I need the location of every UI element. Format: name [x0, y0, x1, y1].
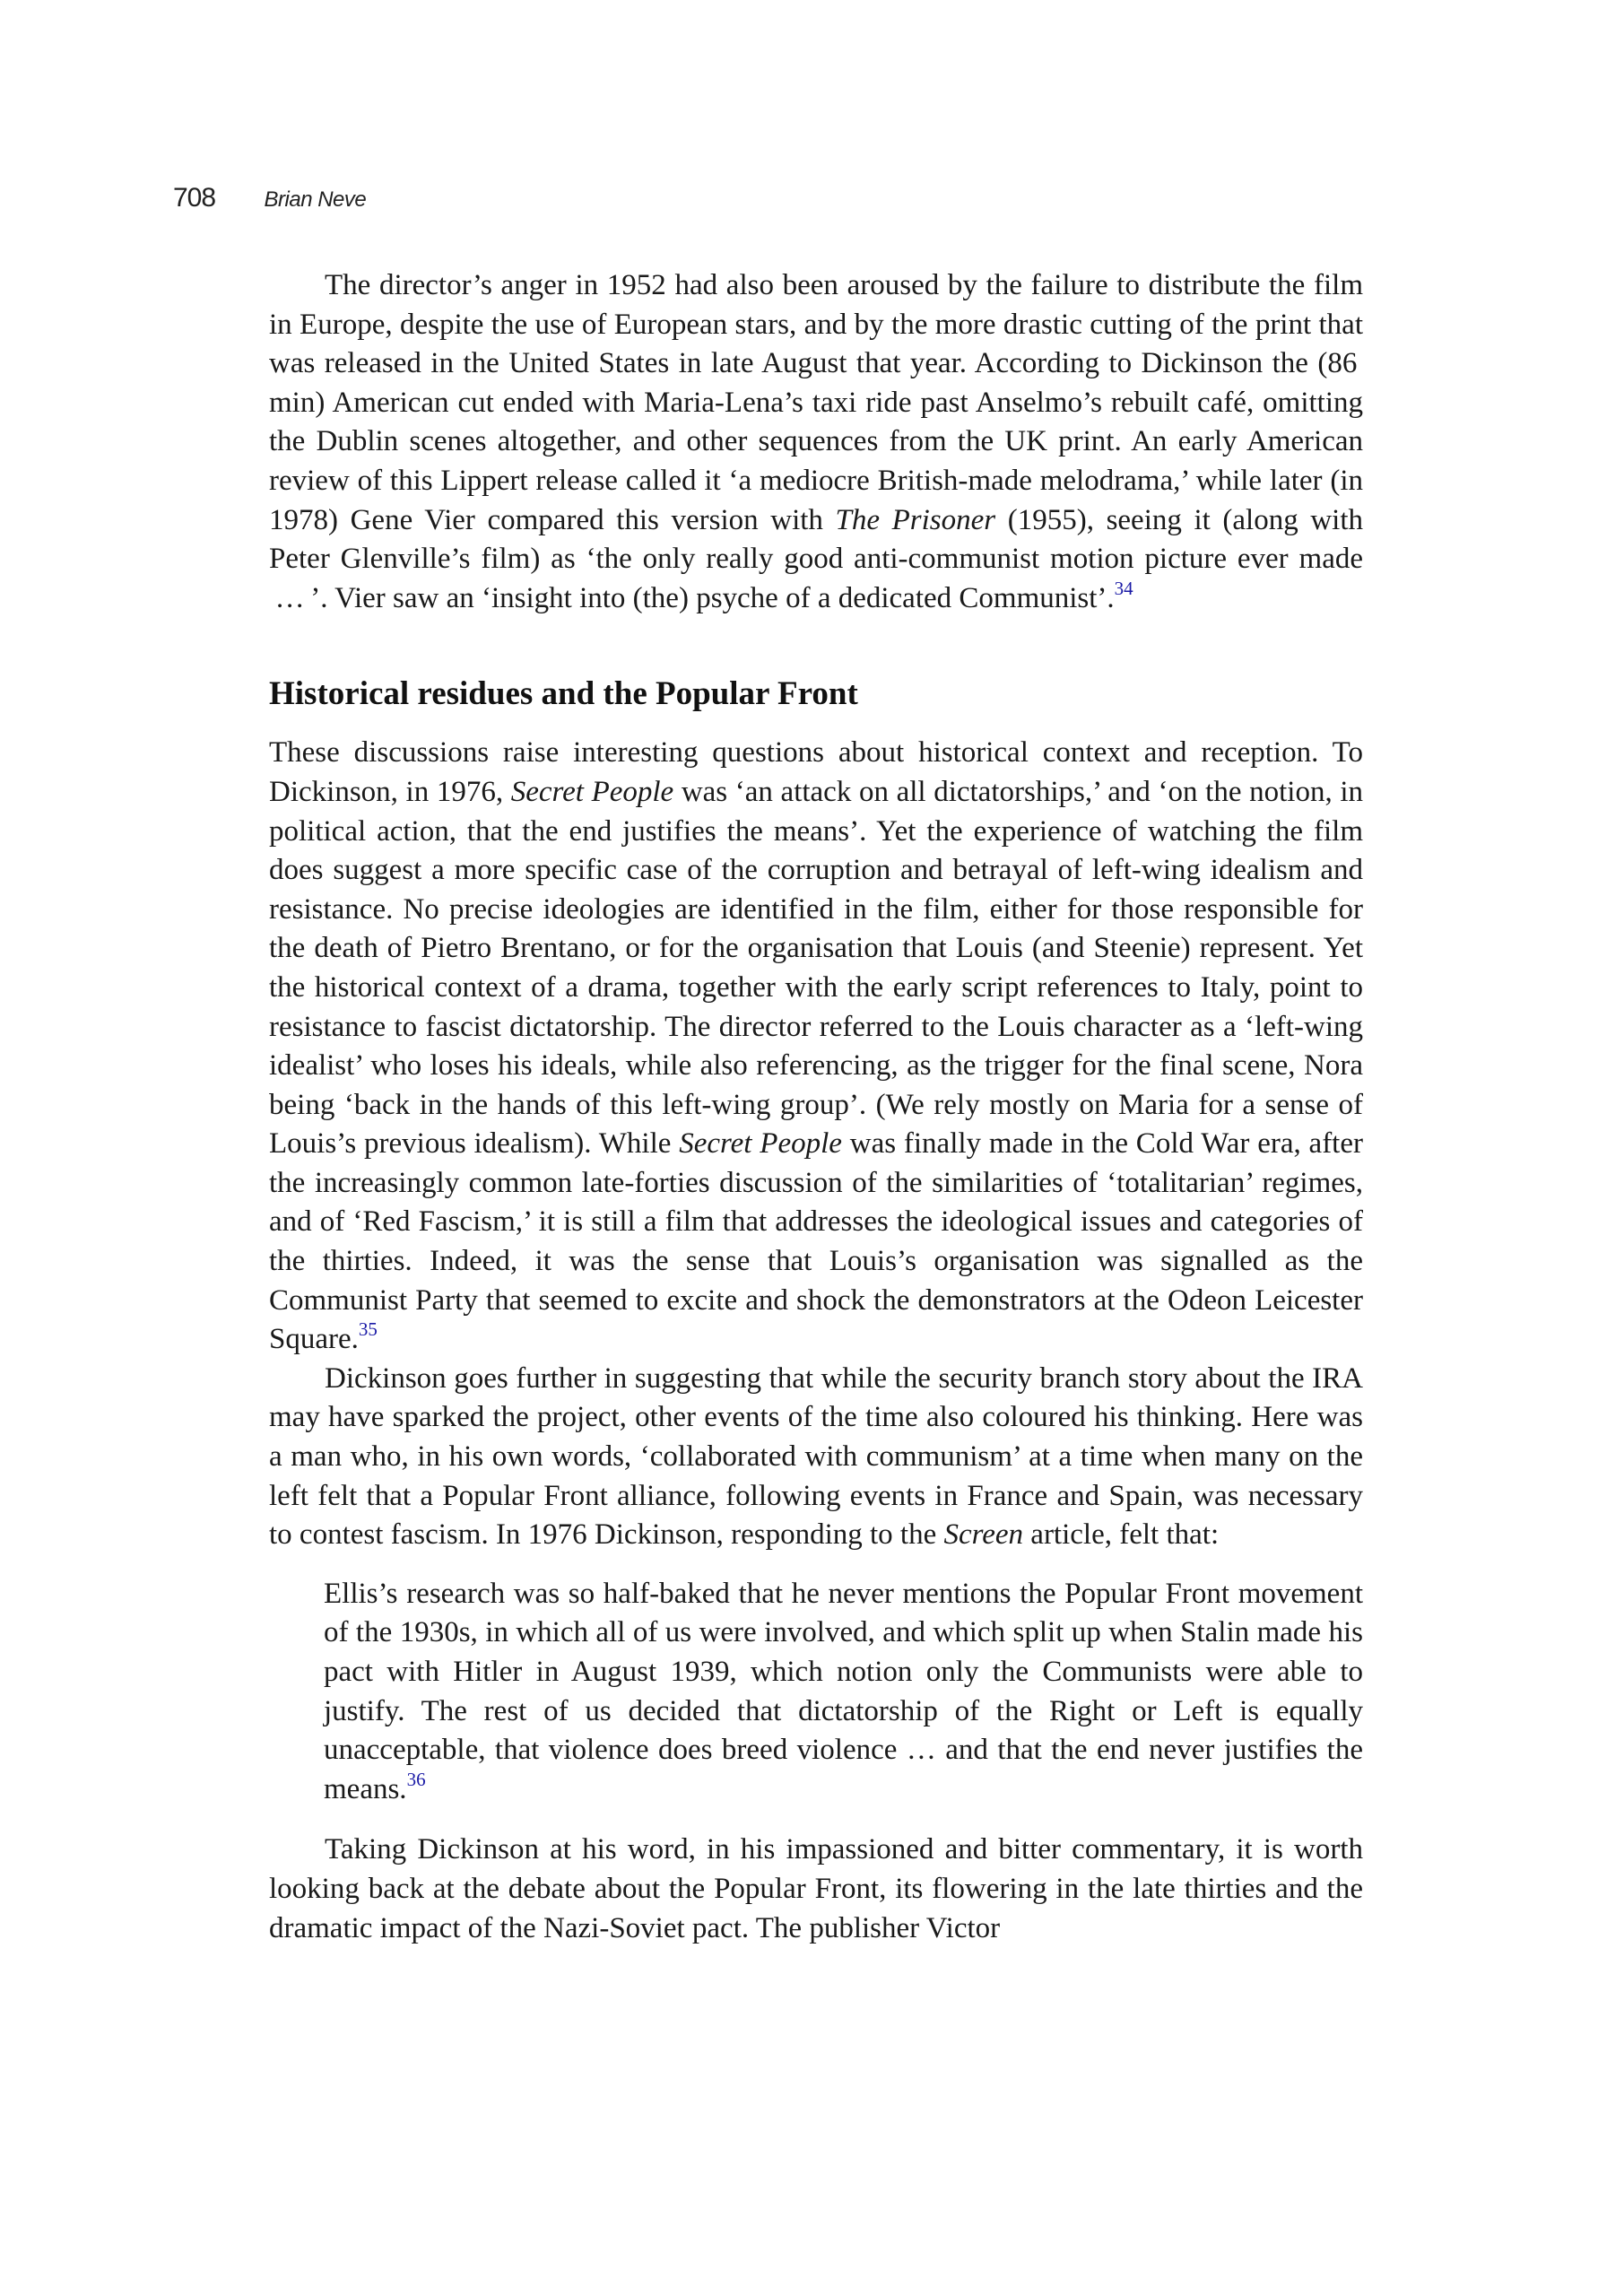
paragraph-4 [269, 1831, 1363, 1948]
journal-title-screen: Screen [943, 1518, 1024, 1552]
section-heading: Historical residues and the Popular Front [269, 675, 858, 713]
paragraph-1-text: The director’s anger in 1952 had also been aroused by the failure to distribute the film in Europe, despite the use of European stars, and by the more drastic cutting of the print that was released in the United States in late August that year. According to Dickinson the (86 min) American cut ended with Maria-Lena’s taxi ride past Anselmo’s rebuilt café, omitting the Dublin scenes altogether, and other sequences from the UK print. An early American review of this Lippert release called it ‘a mediocre British-made melodrama,’ while later (in 1978) Gene Vier compared this version with [269, 269, 1363, 536]
running-head [173, 183, 366, 219]
film-title-secret-people: Secret People [510, 775, 674, 808]
paragraph-3 [269, 1360, 1363, 1555]
footnote-link-35[interactable]: 35 [358, 1318, 378, 1341]
film-title-secret-people-2: Secret People [679, 1127, 842, 1161]
paragraph-1 [269, 266, 1363, 618]
paragraph-3-text-2: article, felt that: [1023, 1518, 1220, 1552]
paragraph-2-text-3: was finally made in the Cold War era, after the increasingly common late-forties discussion of the similarities of ‘totalitarian’ regimes, and of ‘Red Fascism,’ it is still a film that addresses the ideological issues and categories of the thirties. Indeed, it was the sense that Louis’s organisation was signalled as the Communist Party that seemed to excite and shock the demonstrators at the Odeon Leicester Square. [269, 1127, 1363, 1356]
footnote-link-34[interactable]: 34 [1114, 577, 1133, 599]
running-head-author: Brian Neve [264, 187, 367, 212]
article-body [269, 266, 1363, 1948]
film-title-the-prisoner: The Prisoner [835, 503, 996, 536]
paragraph-2-text: These discussions raise interesting questions about historical context and reception. To Dickinson, in 1976, [269, 736, 1363, 808]
block-quote [324, 1575, 1363, 1810]
page-number: 708 [173, 183, 216, 213]
footnote-link-36[interactable]: 36 [406, 1768, 426, 1790]
block-quote-text: Ellis’s research was so half-baked that he never mentions the Popular Front movement of the 1930s, in which all of us were involved, and which split up when Stalin made his pact with Hitler in August 1939, which notion only the Communists were able to justify. The rest of us decided that dictatorship of the Right or Left is equally unacceptable, that violence does breed violence … and that the end never justifies the means. [324, 1577, 1363, 1805]
paragraph-3-text: Dickinson goes further in suggesting that while the security branch story about the IRA may have sparked the project, other events of the time also coloured his thinking. Here was a man who, in his own words, ‘collaborated with communism’ at a time when many on the left felt that a Popular Front alliance, following events in France and Spain, was necessary to contest fascism. In 1976 Dickinson, responding to the [269, 1361, 1363, 1552]
paragraph-2-text-2: was ‘an attack on all dictatorships,’ and ‘on the notion, in political action, that the end justifies the means’. Yet the experience of watching the film does suggest a more specific case of the corruption and betrayal of left-wing idealism and resistance. No precise ideologies are identified in the film, either for those responsible for the death of Pietro Brentano, or for the organisation that Louis (and Steenie) represent. Yet the historical context of a drama, together with the early script references to Italy, point to resistance to fascist dictatorship. The director referred to the Louis character as a ‘left-wing idealist’ who loses his ideals, while also referencing, as the trigger for the final scene, Nora being ‘back in the hands of this left-wing group’. (We rely mostly on Maria for a sense of Louis’s previous idealism). While [269, 775, 1363, 1161]
paragraph-4-text: Taking Dickinson at his word, in his impassioned and bitter commentary, it is worth looking back at the debate about the Popular Front, its flowering in the late thirties and the dramatic impact of the Nazi-Soviet pact. The publisher Victor [269, 1833, 1363, 1944]
paragraph-1-text-2: (1955), seeing it (along with Peter Glenville’s film) as ‘the only really good anti-communist motion picture ever made … ’. Vier saw an ‘insight into (the) psyche of a dedicated Communist’. [269, 503, 1363, 614]
paragraph-2 [269, 734, 1363, 1360]
